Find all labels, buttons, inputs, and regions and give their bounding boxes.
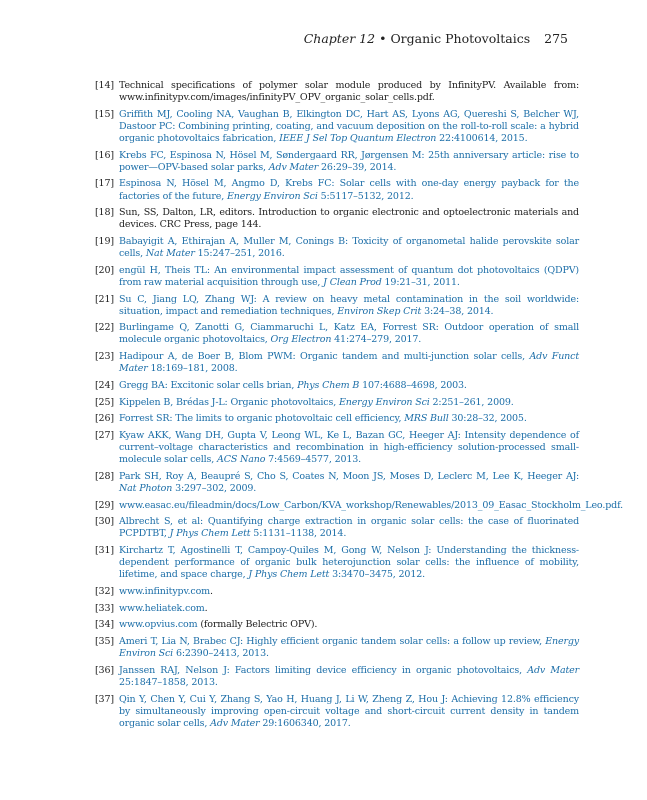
reference-number: [19] <box>95 236 114 247</box>
reference-item <box>95 499 623 512</box>
reference-number: [15] <box>95 108 114 120</box>
volume-pages-year: 3:297–302, 2009. <box>172 482 257 494</box>
journal-name: Environ Skep Crit <box>337 305 422 317</box>
reference-citation: Babayigit A, Ethirajan A, Muller M, Conings B: Toxicity of organometal halide perovskite solar cells, <box>119 236 579 260</box>
reference-text[interactable] <box>119 109 579 145</box>
journal-name: Adv Mater <box>527 664 579 676</box>
reference-text[interactable] <box>119 665 579 689</box>
volume-pages-year: 30:28–32, 2005. <box>448 413 527 425</box>
reference-text[interactable] <box>119 294 579 318</box>
reference-number: [16] <box>95 149 114 161</box>
reference-number: [37] <box>95 693 114 705</box>
reference-citation: www.heliatek.com <box>119 602 205 614</box>
reference-number: [24] <box>95 379 114 391</box>
reference-citation: Burlingame Q, Zanotti G, Ciammaruchi L, Katz EA, Forrest SR: Outdoor operation of small molecule organic photovoltaics, <box>119 322 579 346</box>
reference-text[interactable] <box>119 397 579 409</box>
reference-text[interactable] <box>119 265 579 289</box>
reference-item <box>95 665 579 689</box>
reference-citation: engül H, Theis TL: An environmental impact assessment of quantum dot photovoltaics (QDPV) from raw material acquisition through use, <box>119 264 579 288</box>
journal-name: Nat Mater <box>145 248 195 260</box>
reference-citation: Kyaw AKK, Wang DH, Gupta V, Leong WL, Ke L, Bazan GC, Heeger AJ: Intensity dependence of current–voltage characteristics and recombination in high-efficiency solution-processed small-molecule solar cells, <box>119 429 579 466</box>
reference-citation: www.opvius.com <box>119 619 198 631</box>
reference-citation: Gregg BA: Excitonic solar cells brian, <box>119 379 298 391</box>
reference-number: [32] <box>95 585 114 597</box>
reference-text[interactable] <box>119 351 579 375</box>
reference-item <box>95 603 579 615</box>
journal-name: J Clean Prod <box>323 276 382 288</box>
reference-item <box>95 380 579 392</box>
reference-list <box>95 80 623 734</box>
reference-citation: Ameri T, Lia N, Brabec CJ: Highly efficient organic tandem solar cells: a follow up review, <box>119 636 546 648</box>
reference-number: [17] <box>95 178 114 190</box>
reference-trailing-text: . <box>210 585 213 597</box>
reference-text[interactable] <box>119 603 579 615</box>
reference-citation: Kirchartz T, Agostinelli T, Campoy-Quiles M, Gong W, Nelson J: Understanding the thickness-dependent performance of organic bulk heterojunction solar cells: the influence of mobility, lifetime, and space charge, <box>119 545 579 581</box>
reference-number: [31] <box>95 545 114 557</box>
reference-citation: Janssen RAJ, Nelson J: Factors limiting device efficiency in organic photovoltaics, <box>119 664 528 676</box>
reference-item <box>95 150 579 174</box>
reference-text[interactable] <box>119 150 579 174</box>
reference-item <box>95 413 579 425</box>
reference-item <box>95 430 579 466</box>
journal-name: Phys Chem B <box>297 379 360 391</box>
reference-text[interactable] <box>119 545 579 581</box>
reference-number: [21] <box>95 293 114 305</box>
volume-pages-year: 18:169–181, 2008. <box>147 363 238 375</box>
reference-item <box>95 619 579 631</box>
reference-item <box>95 109 579 145</box>
reference-number: [18] <box>95 207 114 219</box>
journal-name: Adv Mater <box>210 717 260 729</box>
reference-item <box>95 236 579 260</box>
reference-citation: Griffith MJ, Cooling NA, Vaughan B, Elkington DC, Hart AS, Lyons AG, Quereshi S, Belcher WJ, Dastoor PC: Combining printing, coating, and vacuum deposition on the roll-to-roll scale: a hybrid organic photovoltaics fabrication, <box>119 108 579 144</box>
journal-name: Energy Environ Sci <box>227 190 318 202</box>
volume-pages-year: 6:2390–2413, 2013. <box>173 648 269 660</box>
reference-trailing-text: . <box>204 602 208 614</box>
reference-number: [29] <box>95 499 114 511</box>
reference-item <box>95 351 579 375</box>
reference-number: [26] <box>95 413 114 425</box>
reference-text[interactable] <box>119 236 579 260</box>
page-number: 275 <box>544 31 568 46</box>
reference-citation: Hadipour A, de Boer B, Blom PWM: Organic tandem and multi-junction solar cells, <box>119 351 530 363</box>
reference-number: [34] <box>95 619 114 631</box>
volume-pages-year: 15:247–251, 2016. <box>194 248 285 260</box>
reference-number: [27] <box>95 429 114 441</box>
reference-citation: Technical specifications of polymer solar module produced by InfinityPV. Available from: <box>119 80 579 91</box>
reference-trailing-text: (formally Belectric OPV). <box>197 619 318 631</box>
reference-number: [28] <box>95 470 114 482</box>
reference-item <box>95 178 579 202</box>
reference-citation: Qin Y, Chen Y, Cui Y, Zhang S, Yao H, Huang J, Li W, Zheng Z, Hou J: Achieving 12.8% efficiency by simultaneously improving open-circuit voltage and short-circuit current density in tandem organic solar cells, <box>119 693 579 729</box>
reference-item <box>95 516 579 540</box>
reference-text[interactable] <box>119 380 579 392</box>
reference-trailing-text: . <box>431 92 435 104</box>
reference-text[interactable] <box>119 694 579 730</box>
reference-number: [22] <box>95 322 114 334</box>
reference-text[interactable] <box>119 619 579 631</box>
reference-url[interactable]: www.infinitypv.com/images/infinityPV_OPV_organic_solar_cells.pdf <box>119 92 432 104</box>
reference-item <box>95 586 579 598</box>
journal-name: J Phys Chem Lett <box>169 528 251 540</box>
reference-citation: Krebs FC, Espinosa N, Hösel M, Søndergaard RR, Jørgensen M: 25th anniversary article: rise to power—OPV-based solar parks, <box>119 149 579 173</box>
reference-item <box>95 207 579 231</box>
reference-citation: www.easac.eu/fileadmin/docs/Low_Carbon/KVA_workshop/Renewables/2013_09_Easac_Stockholm_Leo.pdf. <box>119 499 623 511</box>
reference-number: [14] <box>95 80 114 91</box>
reference-text <box>119 80 579 104</box>
volume-pages-year: 107:4688–4698, 2003. <box>359 379 467 391</box>
journal-name: Adv Mater <box>268 161 319 173</box>
reference-item <box>95 265 579 289</box>
reference-text[interactable] <box>119 413 579 425</box>
reference-text[interactable] <box>119 499 623 512</box>
reference-item <box>95 80 579 104</box>
reference-citation: Sun, SS, Dalton, LR, editors. Introduction to organic electronic and optoelectronic materials and devices. CRC Press, page 144. <box>119 207 579 231</box>
journal-name: Energy Environ Sci <box>338 396 430 408</box>
reference-number: [30] <box>95 516 114 528</box>
reference-number: [35] <box>95 636 114 648</box>
volume-pages-year: 29:1606340, 2017. <box>259 717 351 729</box>
reference-citation: Espinosa N, Hösel M, Angmo D, Krebs FC: Solar cells with one-day energy payback for the factories of the future, <box>119 178 579 202</box>
journal-name: Nat Photon <box>119 482 173 494</box>
reference-number: [23] <box>95 351 114 363</box>
volume-pages-year: 2:251–261, 2009. <box>429 396 514 408</box>
volume-pages-year: 3:24–38, 2014. <box>421 305 494 317</box>
reference-text[interactable] <box>119 636 579 660</box>
reference-citation: Su C, Jiang LQ, Zhang WJ: A review on heavy metal contamination in the soil worldwide: situation, impact and remediation techniques, <box>119 293 579 317</box>
reference-text[interactable] <box>119 471 579 495</box>
running-header <box>304 31 568 46</box>
journal-name: ACS Nano <box>217 454 266 466</box>
reference-item <box>95 545 579 581</box>
reference-citation: Kippelen B, Brédas J-L: Organic photovoltaics, <box>119 396 339 408</box>
reference-text[interactable] <box>119 322 579 346</box>
volume-pages-year: 5:5117–5132, 2012. <box>317 190 414 202</box>
volume-pages-year: 7:4569–4577, 2013. <box>265 454 362 466</box>
chapter-label: Chapter 12 <box>303 31 376 46</box>
reference-item <box>95 636 579 660</box>
reference-item <box>95 294 579 318</box>
reference-citation: Park SH, Roy A, Beaupré S, Cho S, Coates N, Moon JS, Moses D, Leclerc M, Lee K, Heeger AJ: <box>119 470 579 482</box>
journal-name: MRS Bull <box>404 413 449 425</box>
volume-pages-year: 22:4100614, 2015. <box>436 132 528 144</box>
journal-name: J Phys Chem Lett <box>248 569 330 581</box>
volume-pages-year: 26:29–39, 2014. <box>318 161 397 173</box>
reference-item <box>95 694 579 730</box>
journal-name: Energy Environ Sci <box>119 636 579 660</box>
reference-item <box>95 397 579 409</box>
header-bullet: • <box>379 31 387 46</box>
journal-name: Org Electron <box>270 334 332 346</box>
reference-number: [25] <box>95 396 114 408</box>
reference-text[interactable] <box>119 516 579 540</box>
reference-number: [33] <box>95 602 114 614</box>
volume-pages-year: 5:1131–1138, 2014. <box>250 528 347 540</box>
reference-text[interactable] <box>119 430 579 466</box>
reference-item <box>95 471 579 495</box>
volume-pages-year: 25:1847–1858, 2013. <box>119 676 218 688</box>
journal-name: Adv Funct Mater <box>119 351 579 375</box>
chapter-title: Organic Photovoltaics <box>390 31 531 46</box>
volume-pages-year: 19:21–31, 2011. <box>381 276 460 288</box>
reference-text <box>119 207 579 231</box>
reference-number: [20] <box>95 264 114 276</box>
reference-number: [36] <box>95 664 114 676</box>
reference-text[interactable] <box>119 586 579 598</box>
reference-citation: Forrest SR: The limits to organic photovoltaic cell efficiency, <box>119 413 405 425</box>
reference-citation: www.infinitypv.com <box>119 585 211 597</box>
journal-name: IEEE J Sel Top Quantum Electron <box>279 132 437 144</box>
reference-citation: Albrecht S, et al: Quantifying charge extraction in organic solar cells: the case of fluorinated PCPDTBT, <box>119 516 579 540</box>
reference-text[interactable] <box>119 178 579 202</box>
volume-pages-year: 3:3470–3475, 2012. <box>329 569 425 581</box>
reference-item <box>95 322 579 346</box>
volume-pages-year: 41:274–279, 2017. <box>331 334 422 346</box>
